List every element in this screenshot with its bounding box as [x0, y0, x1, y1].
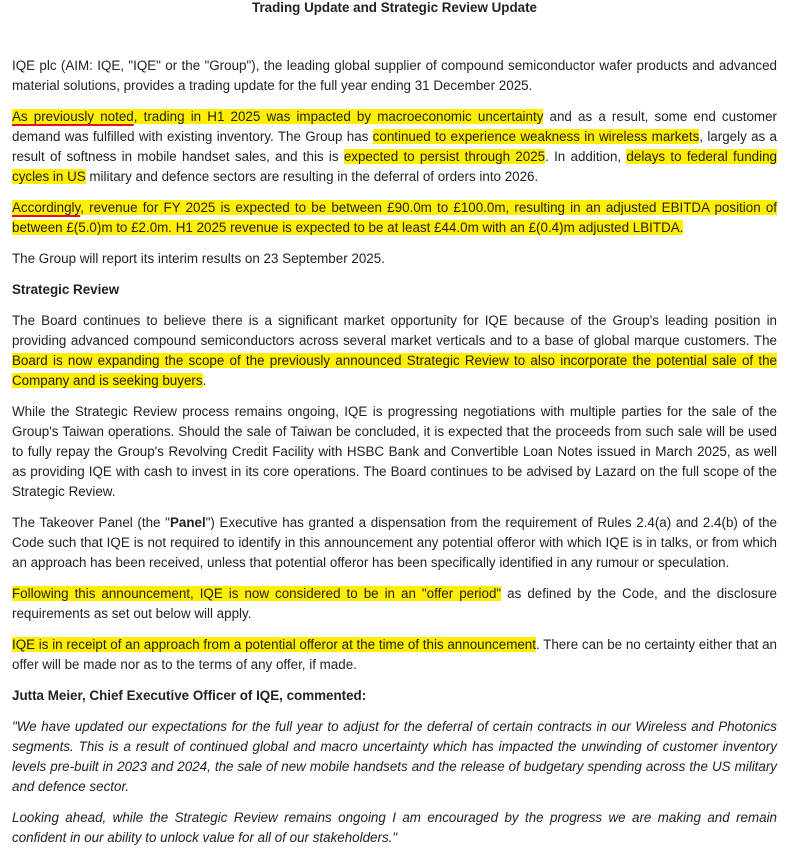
highlight-persist-2025: expected to persist through 2025: [343, 149, 546, 164]
ceo-quote-paragraph-1: "We have updated our expectations for the full year to adjust for the deferral of certain contracts in our Wireless and Photonics segments. This is a result of continued global and macro uncertainty which has impacted the unwinding of customer inventory levels pre-built in 2023 and 2024, the sale of new mobile handsets and the release of budgetary spending across the US military and defence sector.: [12, 719, 777, 794]
highlight-offer-period: Following this announcement, IQE is now considered to be in an "offer period": [12, 586, 502, 601]
highlight-as-previously-noted: [12, 109, 543, 124]
revenue-paragraph: [12, 198, 777, 238]
board-paragraph: [12, 311, 777, 391]
body-text: The Board continues to believe there is a significant market opportunity for IQE because of the Group's leading position in providing advanced compound semiconductors across several market verticals and to a base of global marque customers. The: [12, 313, 777, 348]
offer-period-paragraph: [12, 584, 777, 624]
body-text: . There can be no certainty either that an offer will be made nor as to the terms of any offer, if made.: [12, 637, 777, 672]
ceo-quote-paragraph-2: Looking ahead, while the Strategic Review remains ongoing I am encouraged by the progress we are making and remain confident in our ability to unlock value for all of our stakeholders.": [12, 810, 777, 845]
body-text: and as a result, some end customer demand was fulfilled with existing inventory. The Group has: [12, 109, 777, 144]
panel-bold: Panel: [169, 515, 206, 530]
highlight-revenue-guidance: [12, 200, 777, 235]
highlight-wireless-weakness: continued to experience weakness in wireless markets: [372, 129, 700, 144]
body-text: . In addition,: [545, 149, 627, 164]
body-text: military and defence sectors are resulting in the deferral of orders into 2026.: [85, 169, 539, 184]
highlight-text: , revenue for FY 2025 is expected to be between £90.0m to £100.0m, resulting in an adjusted EBITDA position of between £(5.0)m to £2.0m. H1 2025 revenue is expected to be at least £44.0m with an £(0.4)m adjusted LBITDA.: [12, 200, 777, 235]
interim-results-paragraph: The Group will report its interim results on 23 September 2025.: [12, 251, 385, 266]
body-text: , largely as a result of softness in mobile handset sales, and this is: [12, 129, 777, 164]
strategic-review-heading: Strategic Review: [12, 282, 120, 297]
document-title: Trading Update and Strategic Review Update: [252, 0, 537, 15]
body-text: .: [202, 373, 207, 388]
body-text: The Takeover Panel (the ": [12, 515, 170, 530]
trading-paragraph: [12, 107, 777, 187]
underline-accordingly: Accordingly: [12, 200, 81, 215]
ceo-comment-heading: Jutta Meier, Chief Executive Officer of IQE, commented:: [12, 688, 367, 703]
highlight-federal-delays: delays to federal funding cycles in US: [12, 149, 777, 184]
highlight-approach: IQE is in receipt of an approach from a potential offeror at the time of this announcement: [12, 637, 536, 652]
takeover-panel-paragraph: [12, 513, 777, 573]
highlight-sale-of-company: Board is now expanding the scope of the previously announced Strategic Review to also incorporate the potential sale of the Company and is seeking buyers: [12, 353, 777, 388]
intro-paragraph: IQE plc (AIM: IQE, "IQE" or the "Group"), the leading global supplier of compound semiconductor wafer products and advanced material solutions, provides a trading update for the full year ending 31 December 2025.: [12, 58, 777, 93]
approach-paragraph: [12, 635, 777, 675]
body-text: as defined by the Code, and the disclosure requirements as set out below will apply.: [12, 586, 777, 621]
highlight-text: , trading in H1 2025 was impacted by macroeconomic uncertainty: [133, 109, 544, 124]
taiwan-paragraph: While the Strategic Review process remains ongoing, IQE is progressing negotiations with multiple parties for the sale of the Group's Taiwan operations. Should the sale of Taiwan be concluded, it is expected that the proceeds from such sale will be used to fully repay the Group's Revolving Credit Facility with HSBC Bank and Convertible Loan Notes issued in March 2025, as well as providing IQE with cash to invest in its core operations. The Board continues to be advised by Lazard on the full scope of the Strategic Review.: [12, 404, 777, 499]
underline-as-previously-noted: As previously noted: [12, 109, 134, 124]
body-text: ") Executive has granted a dispensation from the requirement of Rules 2.4(a) and 2.4(b) of the Code such that IQE is not required to identify in this announcement any potential offeror with which IQE is in talks, or from which an approach has been received, unless that potential offeror has been specifically identified in any rumour or speculation.: [12, 515, 777, 570]
